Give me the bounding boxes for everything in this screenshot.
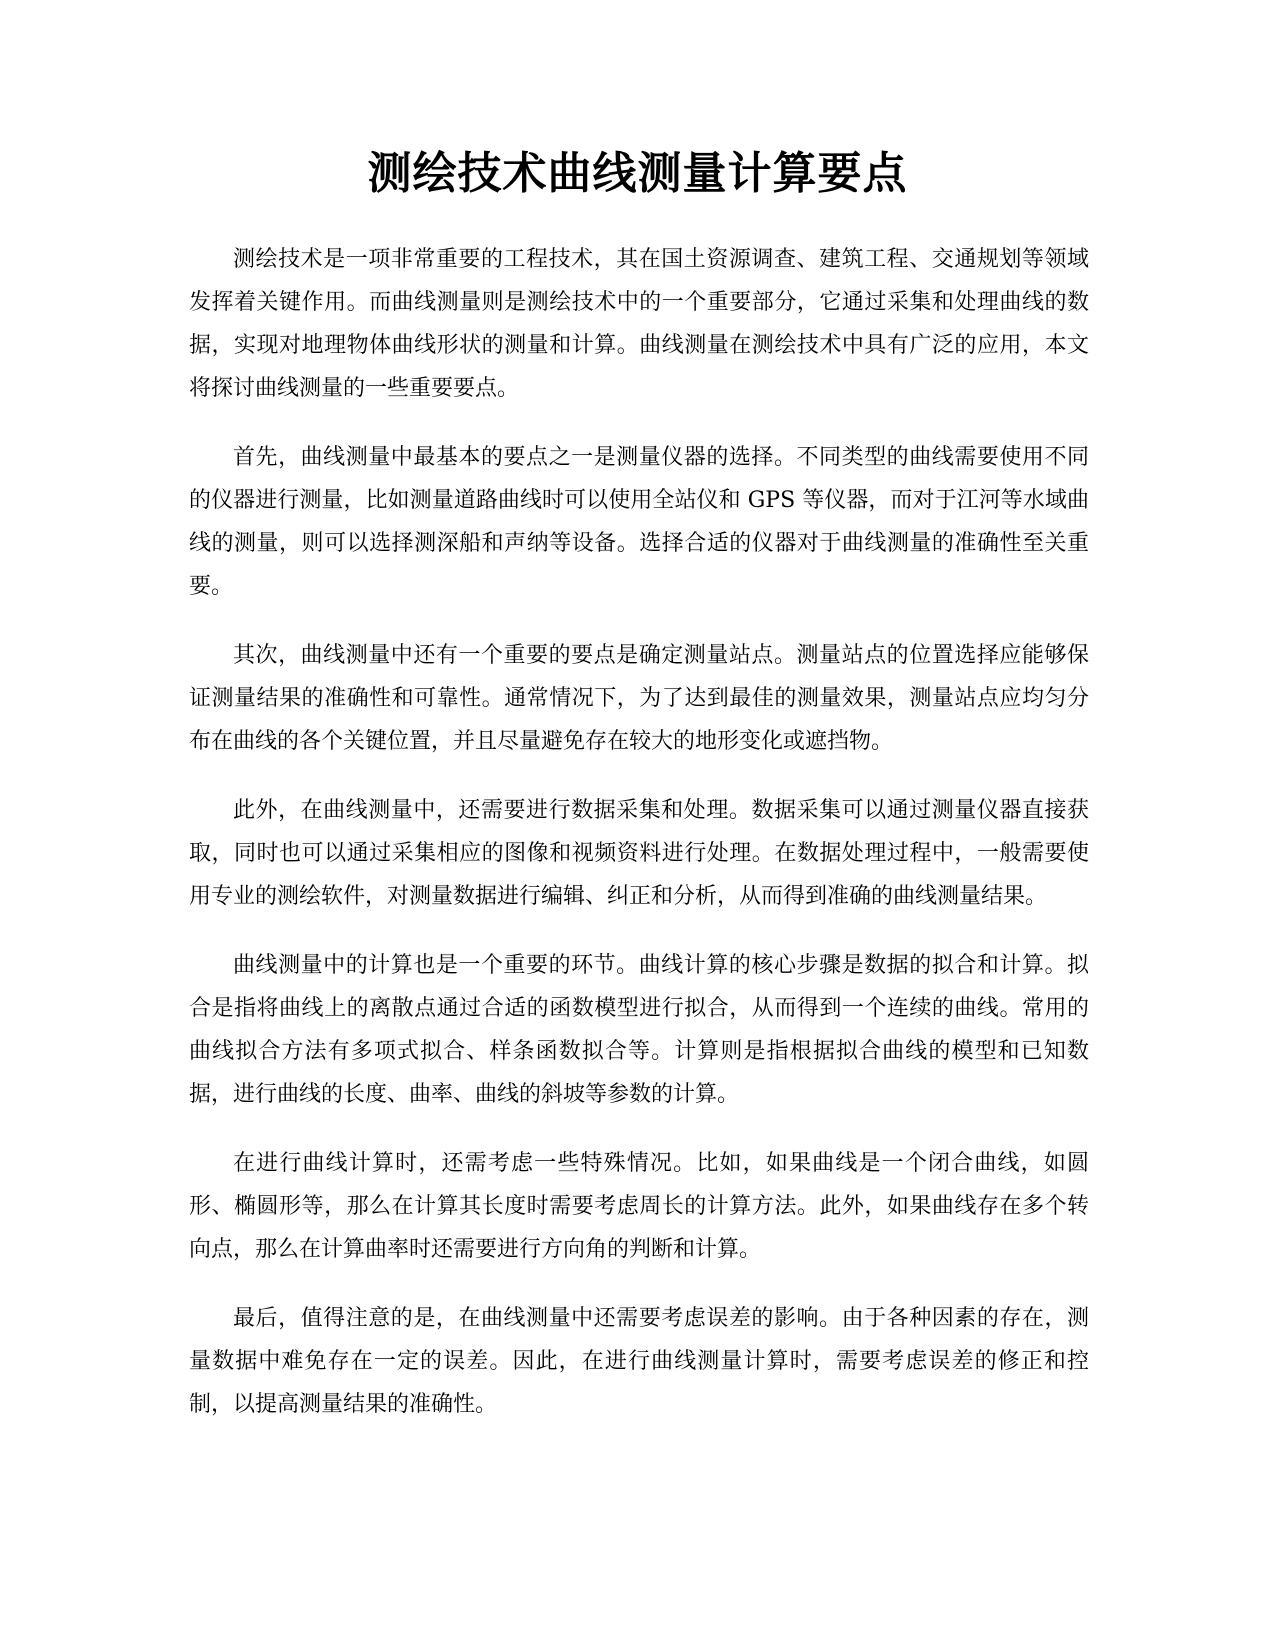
paragraph-special-cases: 在进行曲线计算时，还需考虑一些特殊情况。比如，如果曲线是一个闭合曲线，如圆形、椭圆形等，那么在计算其长度时需要考虑周长的计算方法。此外，如果曲线存在多个转向点，那么在计算曲率时还需要进行方向角的判断和计算。	[189, 1151, 1089, 1262]
paragraph-intro: 测绘技术是一项非常重要的工程技术，其在国土资源调查、建筑工程、交通规划等领域发挥着关键作用。而曲线测量则是测绘技术中的一个重要部分，它通过采集和处理曲线的数据，实现对地理物体曲线形状的测量和计算。曲线测量在测绘技术中具有广泛的应用，本文将探讨曲线测量的一些重要要点。	[189, 247, 1089, 401]
document-title: 测绘技术曲线测量计算要点	[367, 148, 908, 199]
paragraph-curve-calculation: 曲线测量中的计算也是一个重要的环节。曲线计算的核心步骤是数据的拟合和计算。拟合是指将曲线上的离散点通过合适的函数模型进行拟合，从而得到一个连续的曲线。常用的曲线拟合方法有多项式拟合、样条函数拟合等。计算则是指根据拟合曲线的模型和已知数据，进行曲线的长度、曲率、曲线的斜坡等参数的计算。	[189, 953, 1089, 1107]
document-body	[189, 238, 1089, 1452]
paragraph-instrument-selection: 首先，曲线测量中最基本的要点之一是测量仪器的选择。不同类型的曲线需要使用不同的仪器进行测量，比如测量道路曲线时可以使用全站仪和 GPS 等仪器，而对于江河等水域曲线的测量，则可以选择测深船和声纳等设备。选择合适的仪器对于曲线测量的准确性至关重要。	[189, 445, 1089, 599]
paragraph-data-processing: 此外，在曲线测量中，还需要进行数据采集和处理。数据采集可以通过测量仪器直接获取，同时也可以通过采集相应的图像和视频资料进行处理。在数据处理过程中，一般需要使用专业的测绘软件，对测量数据进行编辑、纠正和分析，从而得到准确的曲线测量结果。	[189, 798, 1089, 909]
paragraph-station-points: 其次，曲线测量中还有一个重要的要点是确定测量站点。测量站点的位置选择应能够保证测量结果的准确性和可靠性。通常情况下，为了达到最佳的测量效果，测量站点应均匀分布在曲线的各个关键位置，并且尽量避免存在较大的地形变化或遮挡物。	[189, 643, 1089, 754]
paragraph-error-control: 最后，值得注意的是，在曲线测量中还需要考虑误差的影响。由于各种因素的存在，测量数据中难免存在一定的误差。因此，在进行曲线测量计算时，需要考虑误差的修正和控制，以提高测量结果的准确性。	[189, 1306, 1089, 1417]
